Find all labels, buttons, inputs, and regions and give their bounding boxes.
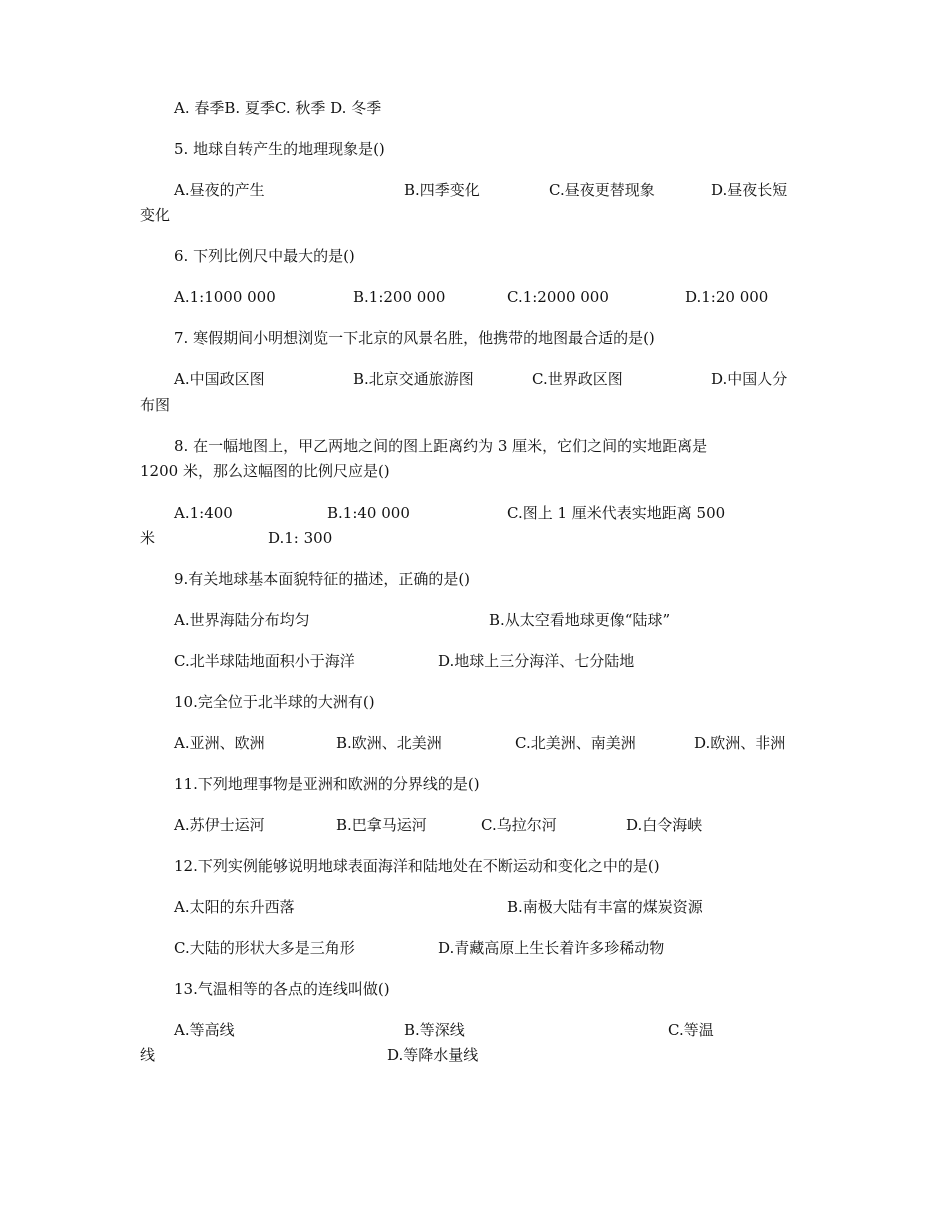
q7-option-c: C.世界政区图 [532, 370, 623, 388]
q5-option-b: B.四季变化 [404, 181, 480, 199]
q7-option-d: D.中国人分 [711, 370, 788, 388]
q9-option-c: C.北半球陆地面积小于海洋 [174, 652, 355, 670]
q11-option-d: D.白令海峡 [626, 816, 703, 834]
q13-option-c: C.等温 [668, 1021, 714, 1039]
q6-stem: 6. 下列比例尺中最大的是() [174, 247, 355, 265]
q8-stem-line2: 1200 米，那么这幅图的比例尺应是() [140, 462, 390, 480]
q10-option-b: B.欧洲、北美洲 [336, 734, 442, 752]
q7-option-b: B.北京交通旅游图 [353, 370, 474, 388]
q12-option-b: B.南极大陆有丰富的煤炭资源 [507, 898, 703, 916]
q11-option-c: C.乌拉尔河 [481, 816, 557, 834]
q8-option-c-wrap: 米 [140, 529, 156, 547]
q10-stem: 10.完全位于北半球的大洲有() [174, 693, 375, 711]
q13-option-c-wrap: 线 [140, 1046, 156, 1064]
q10-option-a: A.亚洲、欧洲 [174, 734, 265, 752]
q9-option-d: D.地球上三分海洋、七分陆地 [438, 652, 635, 670]
q12-stem: 12.下列实例能够说明地球表面海洋和陆地处在不断运动和变化之中的是() [174, 857, 660, 875]
q8-stem-line1: 8. 在一幅地图上，甲乙两地之间的图上距离约为 3 厘米，它们之间的实地距离是 [174, 437, 708, 455]
q7-option-a: A.中国政区图 [174, 370, 265, 388]
q8-option-b: B.1:40 000 [327, 504, 410, 522]
q6-option-a: A.1:1000 000 [174, 288, 276, 306]
q13-option-d: D.等降水量线 [387, 1046, 479, 1064]
q8-option-a: A.1:400 [174, 504, 233, 522]
q5-option-a: A.昼夜的产生 [174, 181, 265, 199]
q9-stem: 9.有关地球基本面貌特征的描述，正确的是() [174, 570, 471, 588]
q7-option-d-wrap: 布图 [140, 396, 171, 414]
q13-option-a: A.等高线 [174, 1021, 235, 1039]
q5-option-d: D.昼夜长短 [711, 181, 788, 199]
q6-option-d: D.1:20 000 [685, 288, 769, 306]
q5-stem: 5. 地球自转产生的地理现象是() [174, 140, 385, 158]
q5-option-c: C.昼夜更替现象 [549, 181, 655, 199]
q11-option-a: A.苏伊士运河 [174, 816, 265, 834]
q13-stem: 13.气温相等的各点的连线叫做() [174, 980, 390, 998]
q8-option-c: C.图上 1 厘米代表实地距离 500 [507, 504, 726, 522]
q11-option-b: B.巴拿马运河 [336, 816, 427, 834]
q6-option-b: B.1:200 000 [353, 288, 446, 306]
q7-stem: 7. 寒假期间小明想浏览一下北京的风景名胜，他携带的地图最合适的是() [174, 329, 655, 347]
q10-option-d: D.欧洲、非洲 [694, 734, 786, 752]
q8-option-d: D.1: 300 [268, 529, 333, 547]
q11-stem: 11.下列地理事物是亚洲和欧洲的分界线的是() [174, 775, 480, 793]
q6-option-c: C.1:2000 000 [507, 288, 609, 306]
q4-options: A. 春季B. 夏季C. 秋季 D. 冬季 [174, 99, 382, 117]
q9-option-a: A.世界海陆分布均匀 [174, 611, 310, 629]
q13-option-b: B.等深线 [404, 1021, 465, 1039]
q5-option-d-wrap: 变化 [140, 206, 171, 224]
q12-option-a: A.太阳的东升西落 [174, 898, 295, 916]
q9-option-b: B.从太空看地球更像“陆球” [489, 611, 671, 629]
q12-option-c: C.大陆的形状大多是三角形 [174, 939, 355, 957]
q12-option-d: D.青藏高原上生长着许多珍稀动物 [438, 939, 665, 957]
q10-option-c: C.北美洲、南美洲 [515, 734, 636, 752]
